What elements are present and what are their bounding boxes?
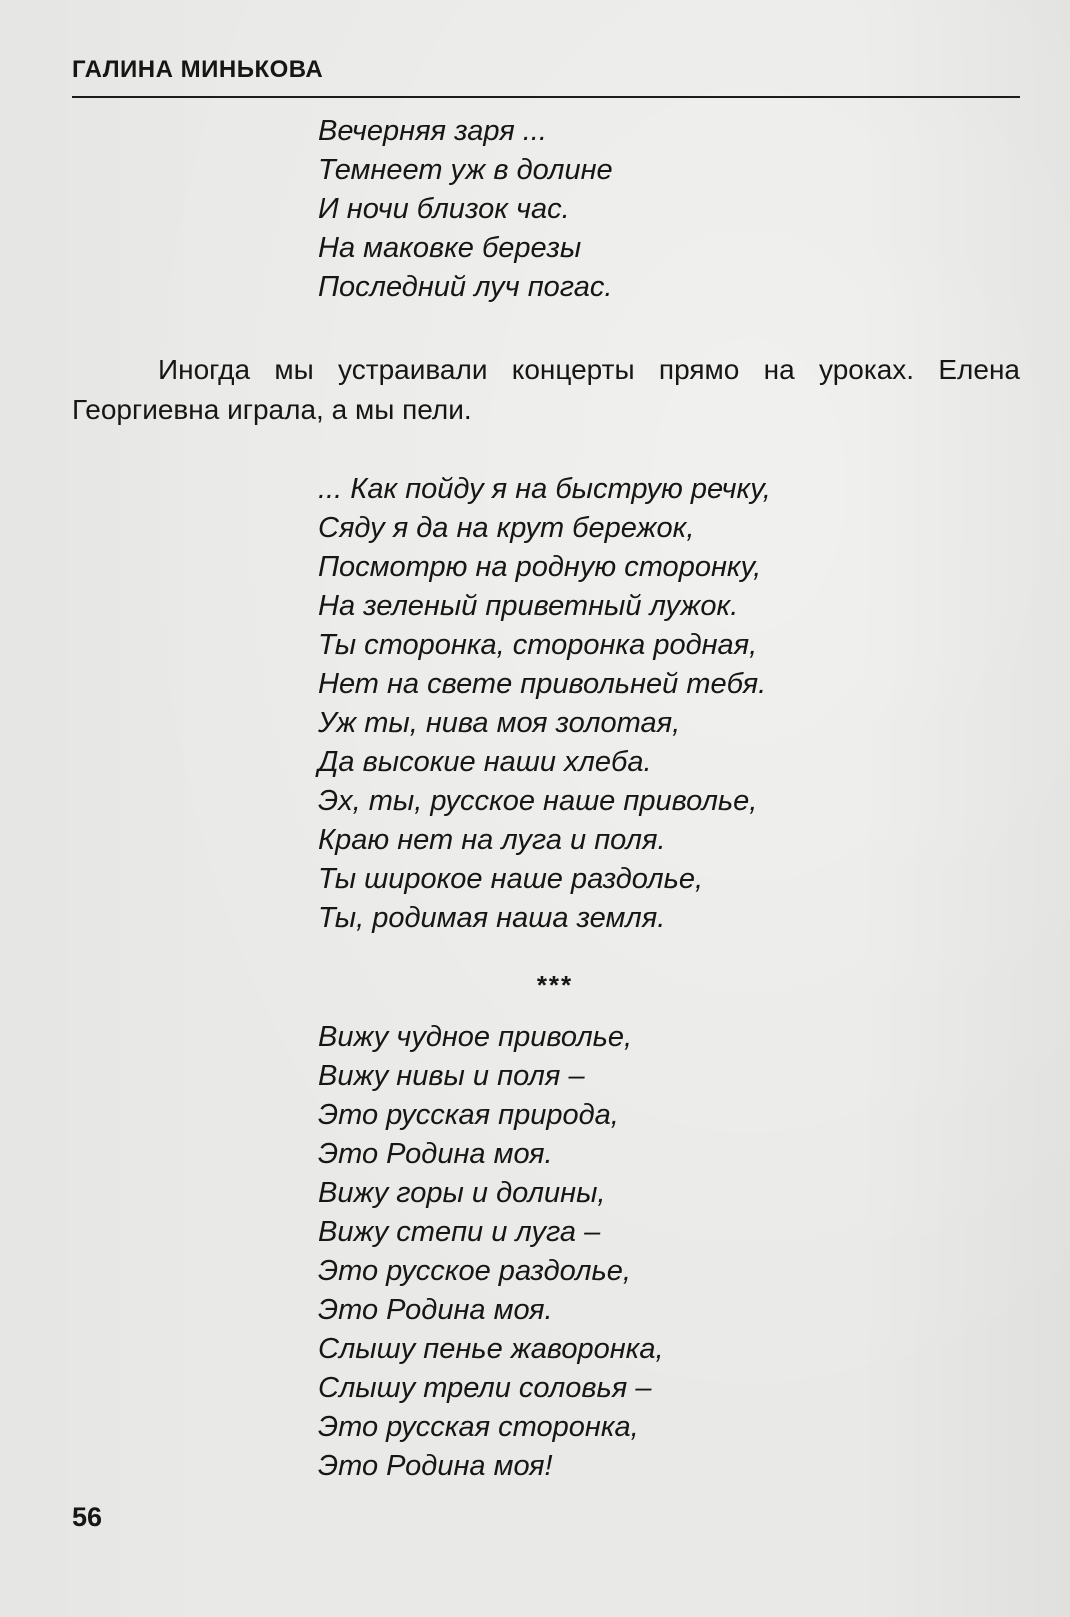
verse-line: Это русское раздолье, [318, 1255, 631, 1287]
verse-line: На маковке березы [318, 232, 582, 264]
verse-line: Посмотрю на родную сторонку, [318, 551, 762, 583]
verse-line: Сяду я да на крут бережок, [318, 512, 695, 544]
running-head: ГАЛИНА МИНЬКОВА [72, 56, 324, 83]
verse-line: Вижу нивы и поля – [318, 1060, 585, 1092]
song-verse [318, 470, 771, 938]
page-number: 56 [72, 1502, 103, 1532]
verse-line: Нет на свете привольней тебя. [318, 668, 767, 700]
verse-line: Да высокие наши хлеба. [318, 746, 652, 778]
verse-line: Слышу пенье жаворонка, [318, 1333, 664, 1365]
section-separator: *** [536, 970, 574, 1000]
verse-line: Ты сторонка, сторонка родная, [318, 629, 758, 661]
poem-verse [318, 112, 613, 307]
verse-line: Уж ты, нива моя золотая, [318, 707, 681, 739]
verse-line: Ты, родимая наша земля. [318, 902, 666, 934]
verse-line: На зеленый приветный лужок. [318, 590, 739, 622]
prose-paragraph: Иногда мы устраивали концерты прямо на уроках. Елена Георгиевна играла, а мы пели. [72, 354, 1020, 425]
verse-line: Вечерняя заря ... [318, 115, 547, 147]
verse-line: Эх, ты, русское наше приволье, [318, 785, 758, 817]
verse-line: Это русская природа, [318, 1099, 619, 1131]
verse-line: Последний луч погас. [318, 271, 613, 303]
page-header [72, 56, 1020, 98]
verse-line: Это Родина моя! [318, 1450, 553, 1482]
poem-verse [318, 1018, 664, 1486]
verse-line: Слышу трели соловья – [318, 1372, 652, 1404]
verse-line: Это Родина моя. [318, 1138, 553, 1170]
verse-line: Это русская сторонка, [318, 1411, 639, 1443]
verse-line: Это Родина моя. [318, 1294, 553, 1326]
verse-line: Темнеет уж в долине [318, 154, 613, 186]
verse-line: Вижу горы и долины, [318, 1177, 606, 1209]
verse-line: Вижу степи и луга – [318, 1216, 601, 1248]
verse-line: Вижу чудное приволье, [318, 1021, 633, 1053]
verse-line: И ночи близок час. [318, 193, 570, 225]
verse-line: Краю нет на луга и поля. [318, 824, 666, 856]
verse-line: ... Как пойду я на быструю речку, [318, 473, 771, 505]
verse-line: Ты широкое наше раздолье, [318, 863, 704, 895]
